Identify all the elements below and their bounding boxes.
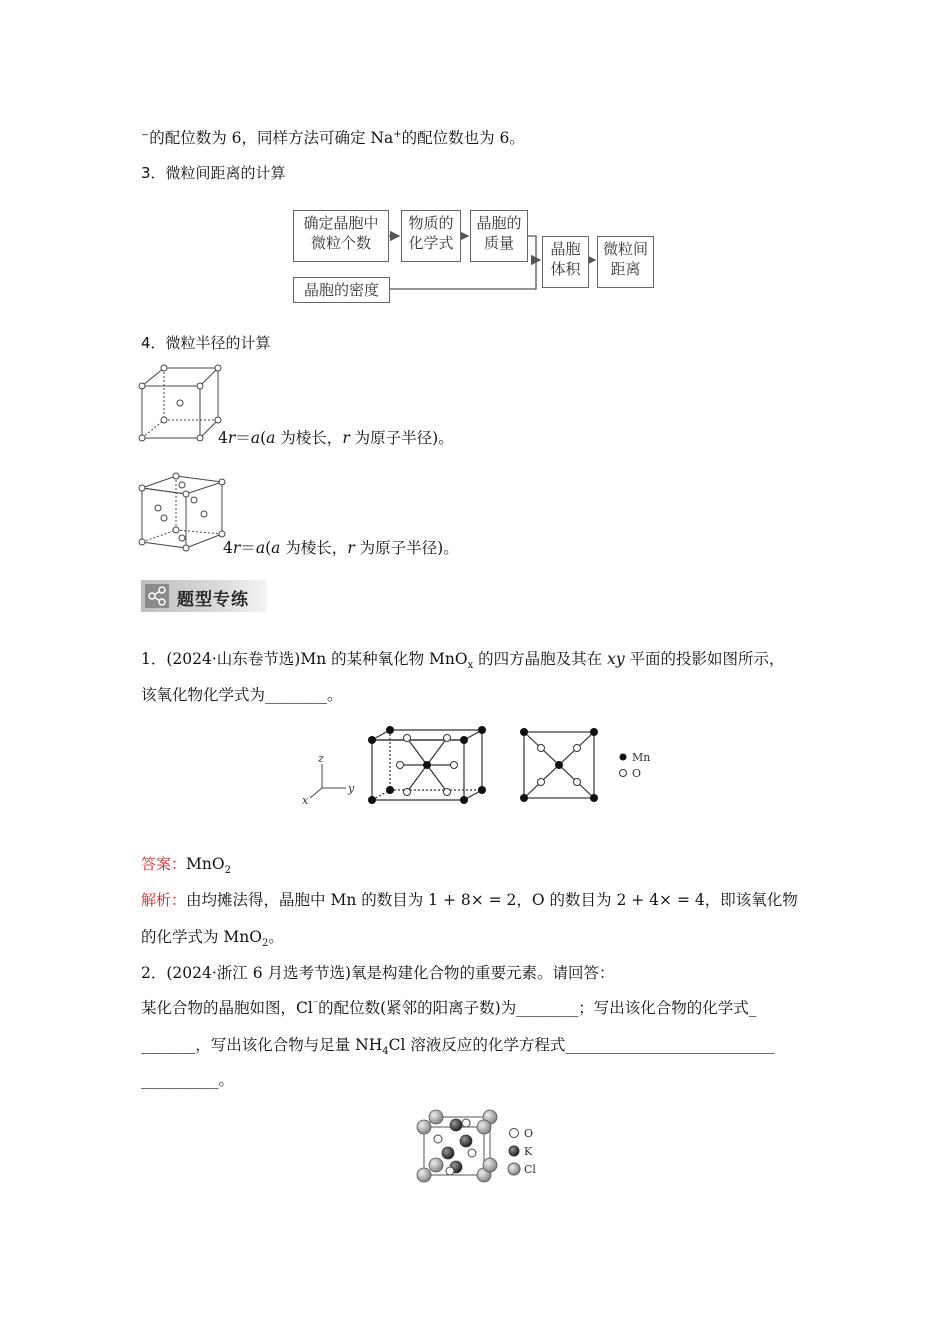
answer-line: 答案：MnO$_2$ bbox=[141, 855, 231, 877]
axis-x-label: x bbox=[302, 794, 309, 807]
legend-cl: Cl bbox=[524, 1163, 536, 1176]
banner-title: 题型专练 bbox=[177, 590, 249, 610]
practice-banner bbox=[141, 580, 267, 612]
q2-line2: 某化合物的晶胞如图，Cl⁻的配位数(紧邻的阳离子数)为________；写出该化合物的化学式_ bbox=[141, 998, 757, 1017]
analysis-line2: 的化学式为 MnO$_2$。 bbox=[141, 928, 284, 950]
arrow-3 bbox=[528, 236, 540, 260]
legend-k: K bbox=[524, 1145, 533, 1158]
fcc-cube-figure bbox=[136, 470, 228, 554]
analysis-line1: 解析：由均摊法得，晶胞中 Mn 的数目为 1 + 8× = 2，O 的数目为 2 + 4× = 4，即该氧化物 bbox=[141, 891, 798, 909]
q2-line4: __________。 bbox=[141, 1071, 235, 1089]
legend-o: O bbox=[632, 767, 642, 780]
bcc-cube-figure bbox=[136, 360, 226, 445]
axis-y-label: y bbox=[348, 782, 355, 795]
section-3-title: 3．微粒间距离的计算 bbox=[141, 164, 286, 182]
flow-box-density: 晶胞的密度 bbox=[293, 277, 390, 303]
flow-arrows bbox=[0, 0, 950, 320]
flow-box-formula: 物质的 化学式 bbox=[401, 210, 461, 262]
q1-line2: 该氧化物化学式为________。 bbox=[141, 686, 343, 704]
legend-mn: Mn bbox=[632, 751, 651, 764]
share-icon bbox=[145, 584, 169, 608]
q1-line1: 1．(2024·山东卷节选)Mn 的某种氧化物 MnO$_x$ 的四方晶胞及其在 xy 平面的投影如图所示， bbox=[141, 650, 785, 672]
flow-box-volume: 晶胞 体积 bbox=[542, 236, 589, 288]
kclo-crystal-figure bbox=[410, 1105, 560, 1187]
flow-box-count: 确定晶胞中 微粒个数 bbox=[293, 210, 389, 262]
formula-fcc: 4r＝a(a 为棱长，r 为原子半径)。 bbox=[223, 539, 459, 557]
q2-line3: _______，写出该化合物与足量 $NH_4Cl$ 溶液反应的化学方程式___________________________ bbox=[141, 1036, 775, 1058]
legend-o2: O bbox=[524, 1127, 534, 1140]
formula-bcc: 4r＝a(a 为棱长，r 为原子半径)。 bbox=[218, 429, 454, 447]
arrow-4 bbox=[390, 262, 536, 289]
intro-line: ⁻的配位数为 6，同样方法可确定 Na+的配位数也为 6。 bbox=[141, 128, 525, 147]
axis-z-label: z bbox=[318, 752, 324, 765]
flow-box-mass: 晶胞的 质量 bbox=[470, 210, 528, 262]
section-4-title: 4．微粒半径的计算 bbox=[141, 334, 271, 352]
q2-line1: 2．(2024·浙江 6 月选考节选)氧是构建化合物的重要元素。请回答： bbox=[141, 964, 615, 982]
mno-crystal-figure bbox=[300, 720, 660, 810]
flow-box-distance: 微粒间 距离 bbox=[597, 236, 654, 288]
